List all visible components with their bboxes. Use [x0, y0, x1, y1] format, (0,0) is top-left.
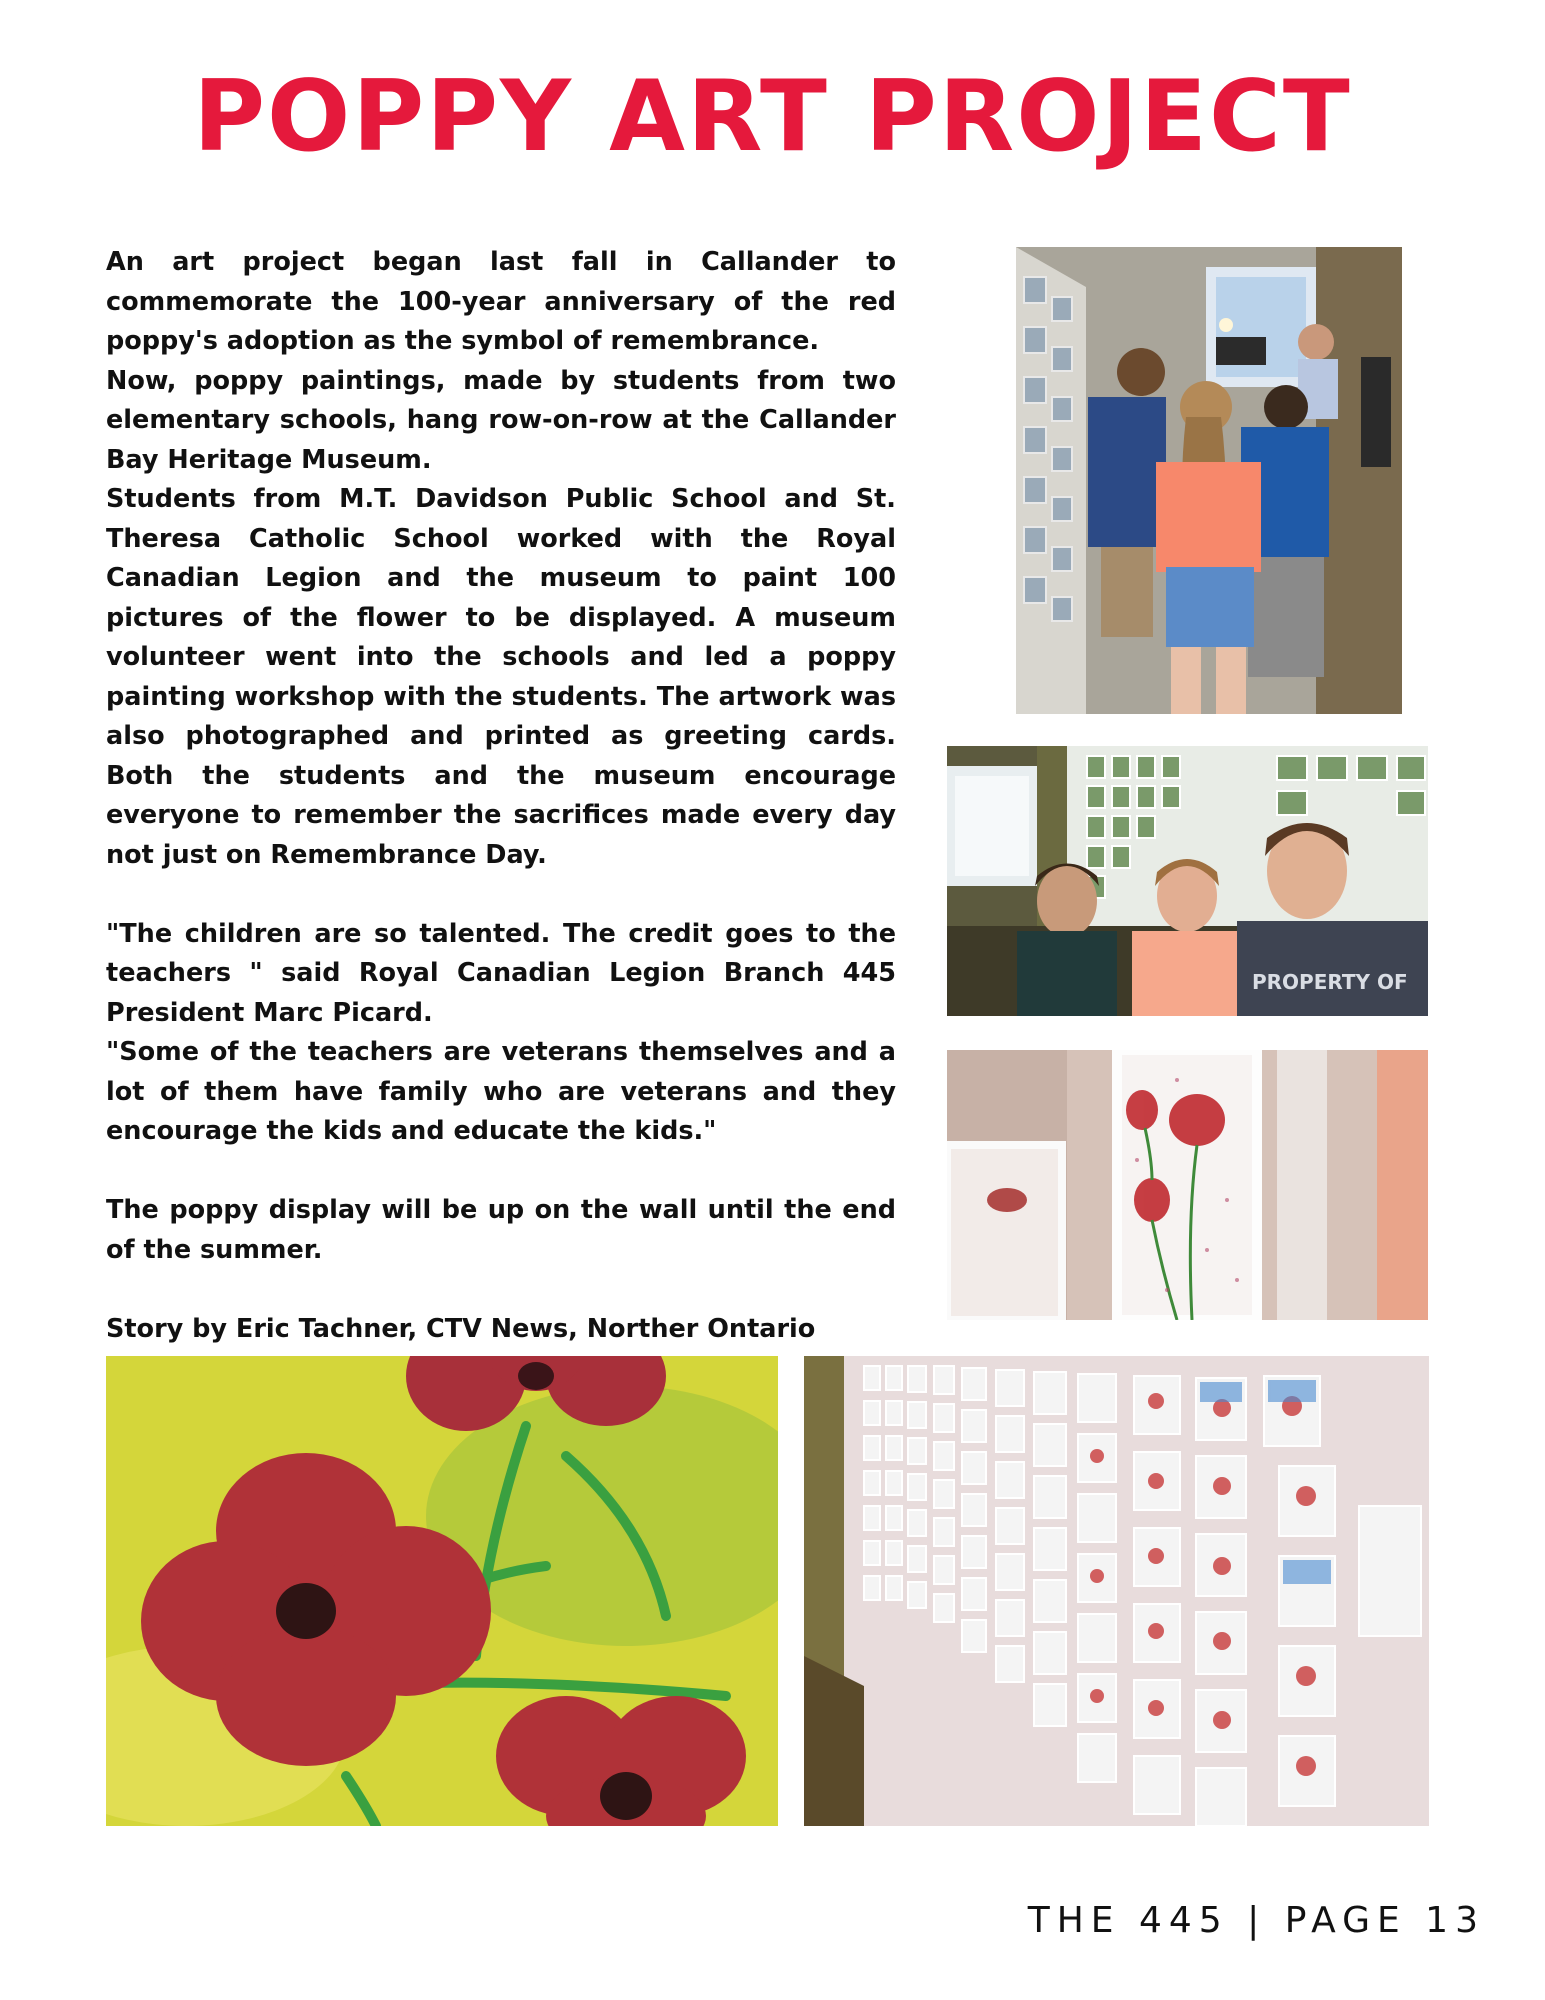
shirt-text: PROPERTY OF	[1252, 970, 1408, 994]
page-footer: THE 445 | PAGE 13	[1027, 1900, 1485, 1941]
photo-gallery-wall	[804, 1356, 1429, 1826]
article-paragraph: "Some of the teachers are veterans themselves and a lot of them have family who are veterans and they encourage the kids and educate the kids."	[106, 1037, 896, 1146]
photo-framed-poppy	[947, 1050, 1428, 1320]
photo-students-hallway	[1016, 247, 1402, 714]
article-body	[106, 243, 896, 1349]
page-title: POPPY ART PROJECT	[193, 60, 1352, 174]
article-paragraph: An art project began last fall in Callander to commemorate the 100-year anniversary of the red poppy's adoption as the symbol of remembrance.	[106, 247, 896, 356]
photo-poppy-painting-closeup	[106, 1356, 778, 1826]
article-paragraph: Now, poppy paintings, made by students from two elementary schools, hang row-on-row at the Callander Bay Heritage Museum.	[106, 365, 896, 475]
article-paragraph: Students from M.T. Davidson Public School and St. Theresa Catholic School worked with the Royal Canadian Legion and the museum to paint 100 pictures of the flower to be displayed. A museum volunteer went into the schools and led a poppy painting workshop with the students. The artwork was also photographed and printed as greeting cards. Both the students and the museum encourage everyone to remember the sacrifices made every day not just on Remembrance Day.	[106, 484, 896, 870]
article-paragraph: The poppy display will be up on the wall until the end of the summer.	[106, 1195, 896, 1265]
photo-three-students	[947, 746, 1428, 1016]
article-paragraph: "The children are so talented. The credit goes to the teachers " said Royal Canadian Legion Branch 445 President Marc Picard.	[106, 918, 896, 1028]
article-byline: Story by Eric Tachner, CTV News, Norther Ontario	[106, 1313, 816, 1344]
